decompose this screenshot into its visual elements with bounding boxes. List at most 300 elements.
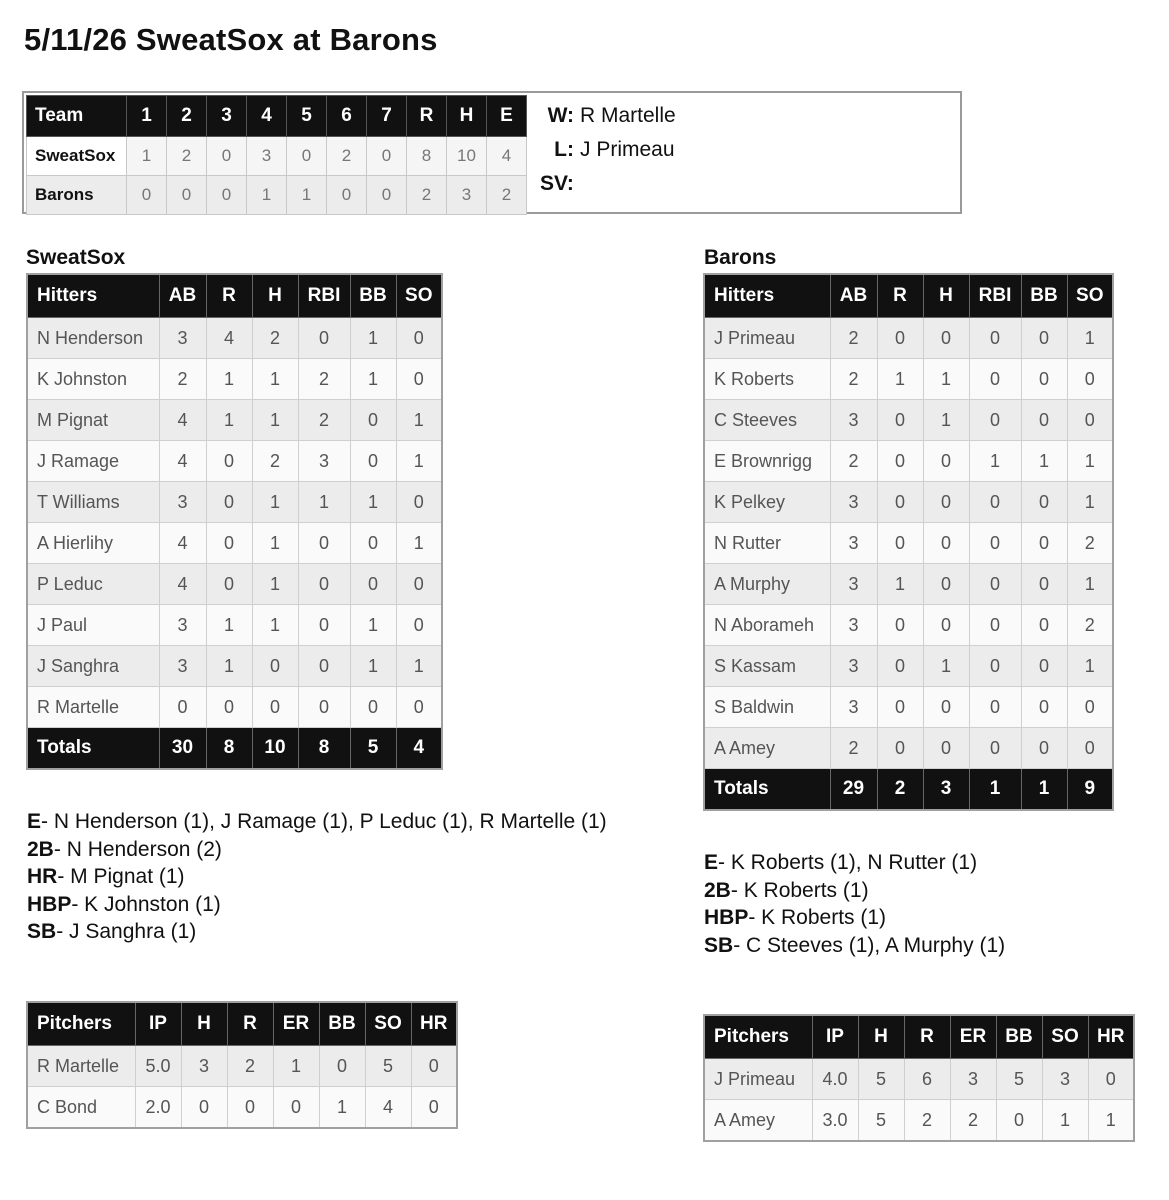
stat-cell: 1 [1067, 318, 1113, 359]
stat-cell: 0 [181, 1087, 227, 1129]
totals-label: Totals [27, 728, 159, 770]
player-name: N Rutter [704, 523, 830, 564]
table-row [704, 1059, 1134, 1100]
stat-cell: 0 [1021, 318, 1067, 359]
stat-cell: 0 [969, 359, 1021, 400]
stat-cell: 5 [365, 1046, 411, 1087]
stat-cell: 0 [350, 441, 396, 482]
stat-cell: 0 [298, 318, 350, 359]
decision-value: R Martelle [580, 104, 676, 127]
player-name: N Aborameh [704, 605, 830, 646]
stat-cell: 3 [159, 605, 206, 646]
stat-cell: 0 [969, 564, 1021, 605]
stat-cell: 2 [830, 441, 877, 482]
hitters-header: AB [159, 274, 206, 318]
pitchers-header: ER [273, 1002, 319, 1046]
stat-cell: 2 [950, 1100, 996, 1142]
stat-cell: 5 [858, 1059, 904, 1100]
stat-cell: 0 [923, 728, 969, 769]
totals-cell: 3 [923, 769, 969, 811]
stat-cell: 1 [396, 441, 442, 482]
stat-cell: 0 [206, 441, 252, 482]
stat-cell: 3 [830, 482, 877, 523]
stat-cell: 0 [969, 318, 1021, 359]
stat-cell: 0 [252, 687, 298, 728]
totals-cell: 30 [159, 728, 206, 770]
totals-cell: 8 [298, 728, 350, 770]
table-row [704, 605, 1113, 646]
stat-cell: 1 [319, 1087, 365, 1129]
stat-cell: 0 [227, 1087, 273, 1129]
stat-cell: 0 [350, 687, 396, 728]
stat-cell: 0 [1021, 646, 1067, 687]
line-score-cell: 3 [247, 137, 287, 176]
stat-cell: 0 [159, 687, 206, 728]
line-score-cell: 0 [287, 137, 327, 176]
stat-cell: 0 [396, 605, 442, 646]
stat-cell: 0 [923, 318, 969, 359]
stat-cell: 0 [969, 687, 1021, 728]
line-score-header: 4 [247, 96, 287, 137]
stat-cell: 4 [365, 1087, 411, 1129]
stat-cell: 0 [1021, 687, 1067, 728]
stat-cell: 5.0 [135, 1046, 181, 1087]
table-row [704, 523, 1113, 564]
decision-label: W: [547, 104, 574, 127]
note-text: K Roberts (1) [743, 878, 869, 902]
note-text: M Pignat (1) [70, 865, 185, 888]
barons-hitters-table [703, 273, 1114, 811]
note-line: HBP- K Roberts (1) [704, 906, 887, 929]
stat-cell: 0 [969, 482, 1021, 523]
hitters-header-row [27, 274, 442, 318]
table-row [704, 359, 1113, 400]
note-text: N Henderson (2) [66, 837, 222, 861]
line-score-cell: 2 [327, 137, 367, 176]
note-label: E [27, 810, 42, 833]
stat-cell: 1 [396, 400, 442, 441]
table-row [704, 400, 1113, 441]
line-score-cell: 0 [167, 176, 207, 215]
player-name: R Martelle [27, 1046, 135, 1087]
player-name: M Pignat [27, 400, 159, 441]
line-score-header: H [447, 96, 487, 137]
stat-cell: 0 [923, 441, 969, 482]
stat-cell: 0 [1021, 523, 1067, 564]
stat-cell: 0 [1021, 564, 1067, 605]
stat-cell: 1 [1067, 646, 1113, 687]
stat-cell: 0 [877, 646, 923, 687]
note-text: K Johnston (1) [84, 892, 221, 916]
line-score-header: Team [27, 96, 127, 137]
totals-row [704, 769, 1113, 811]
stat-cell: 0 [877, 441, 923, 482]
stat-cell: 0 [877, 605, 923, 646]
table-row [27, 605, 442, 646]
stat-cell: 1 [1088, 1100, 1134, 1142]
player-name: T Williams [27, 482, 159, 523]
stat-cell: 1 [252, 482, 298, 523]
note-label: SB [704, 933, 734, 957]
stat-cell: 3 [159, 482, 206, 523]
table-row [704, 728, 1113, 769]
barons-pitchers-table [703, 1014, 1135, 1142]
stat-cell: 2 [298, 400, 350, 441]
stat-cell: 0 [396, 318, 442, 359]
stat-cell: 4 [159, 523, 206, 564]
hitters-header: R [877, 274, 923, 318]
pitching-decisions [540, 99, 676, 201]
pitchers-header: SO [365, 1002, 411, 1046]
line-score-table [26, 95, 527, 215]
player-name: J Ramage [27, 441, 159, 482]
hitters-header: AB [830, 274, 877, 318]
totals-row [27, 728, 442, 770]
table-row [27, 646, 442, 687]
stat-cell: 0 [298, 687, 350, 728]
line-score-header: 2 [167, 96, 207, 137]
stat-cell: 0 [877, 728, 923, 769]
totals-cell: 4 [396, 728, 442, 770]
stat-cell: 3 [950, 1059, 996, 1100]
sweatsox-hitters-table [26, 273, 443, 770]
stat-cell: 0 [350, 400, 396, 441]
note-text: K Roberts (1) [761, 906, 887, 929]
note-line: SB- C Steeves (1), A Murphy (1) [704, 933, 1006, 957]
player-name: J Primeau [704, 1059, 812, 1100]
note-text: C Steeves (1), A Murphy (1) [746, 933, 1006, 957]
note-line: E- K Roberts (1), N Rutter (1) [704, 851, 978, 874]
stat-cell: 0 [969, 400, 1021, 441]
hitters-header: RBI [969, 274, 1021, 318]
line-score-row [27, 176, 527, 215]
table-row [27, 318, 442, 359]
totals-cell: 9 [1067, 769, 1113, 811]
stat-cell: 3 [830, 523, 877, 564]
line-score-cell: 0 [207, 137, 247, 176]
stat-cell: 5 [858, 1100, 904, 1142]
stat-cell: 0 [411, 1087, 457, 1129]
totals-cell: 5 [350, 728, 396, 770]
page-title: 5/11/26 SweatSox at Barons [24, 22, 438, 57]
line-score-team: Barons [27, 176, 127, 215]
player-name: J Primeau [704, 318, 830, 359]
hitters-header: BB [1021, 274, 1067, 318]
stat-cell: 2 [252, 318, 298, 359]
line-score-header: 7 [367, 96, 407, 137]
note-label: E [704, 851, 719, 874]
line-score-cell: 0 [207, 176, 247, 215]
player-name: K Roberts [704, 359, 830, 400]
stat-cell: 2 [298, 359, 350, 400]
note-label: HR [27, 865, 58, 888]
totals-cell: 8 [206, 728, 252, 770]
stat-cell: 4 [159, 400, 206, 441]
stat-cell: 1 [350, 359, 396, 400]
decision-loss [540, 133, 676, 167]
hitters-header: H [923, 274, 969, 318]
decision-value: J Primeau [580, 138, 675, 161]
stat-cell: 1 [252, 564, 298, 605]
hitters-header: Hitters [27, 274, 159, 318]
stat-cell: 0 [206, 482, 252, 523]
decision-label: L: [554, 138, 574, 161]
note-text: K Roberts (1), N Rutter (1) [730, 851, 978, 874]
pitchers-header: IP [812, 1015, 858, 1059]
stat-cell: 0 [1021, 728, 1067, 769]
stat-cell: 4 [159, 441, 206, 482]
stat-cell: 1 [298, 482, 350, 523]
stat-cell: 1 [923, 359, 969, 400]
stat-cell: 3 [1042, 1059, 1088, 1100]
stat-cell: 3 [181, 1046, 227, 1087]
stat-cell: 3 [830, 605, 877, 646]
stat-cell: 1 [1042, 1100, 1088, 1142]
note-line: HR- M Pignat (1) [27, 865, 185, 888]
stat-cell: 0 [298, 646, 350, 687]
stat-cell: 0 [1021, 605, 1067, 646]
stat-cell: 1 [350, 318, 396, 359]
stat-cell: 3 [830, 400, 877, 441]
table-row [27, 687, 442, 728]
stat-cell: 0 [252, 646, 298, 687]
pitchers-header: H [181, 1002, 227, 1046]
note-text: J Sanghra (1) [69, 920, 197, 943]
pitchers-header: Pitchers [27, 1002, 135, 1046]
stat-cell: 1 [206, 605, 252, 646]
table-row [27, 400, 442, 441]
hitters-header: SO [1067, 274, 1113, 318]
pitchers-header-row [704, 1015, 1134, 1059]
stat-cell: 0 [396, 359, 442, 400]
player-name: A Amey [704, 728, 830, 769]
stat-cell: 0 [923, 687, 969, 728]
totals-cell: 2 [877, 769, 923, 811]
stat-cell: 1 [969, 441, 1021, 482]
stat-cell: 3 [298, 441, 350, 482]
player-name: A Amey [704, 1100, 812, 1142]
player-name: C Steeves [704, 400, 830, 441]
stat-cell: 1 [1067, 482, 1113, 523]
table-row [27, 523, 442, 564]
stat-cell: 0 [1021, 482, 1067, 523]
stat-cell: 0 [298, 564, 350, 605]
line-score-cell: 1 [127, 137, 167, 176]
stat-cell: 1 [206, 400, 252, 441]
pitchers-header: IP [135, 1002, 181, 1046]
line-score-cell: 0 [367, 137, 407, 176]
line-score-header: R [407, 96, 447, 137]
stat-cell: 1 [877, 564, 923, 605]
player-name: K Johnston [27, 359, 159, 400]
stat-cell: 1 [350, 646, 396, 687]
line-score-header-row [27, 96, 527, 137]
player-name: K Pelkey [704, 482, 830, 523]
stat-cell: 1 [1067, 441, 1113, 482]
player-name: A Hierlihy [27, 523, 159, 564]
sweatsox-pitchers-table [26, 1001, 458, 1129]
note-line: HBP- K Johnston (1) [27, 892, 221, 916]
hitters-header: R [206, 274, 252, 318]
stat-cell: 1 [877, 359, 923, 400]
stat-cell: 1 [396, 523, 442, 564]
stat-cell: 0 [396, 564, 442, 605]
totals-cell: 1 [1021, 769, 1067, 811]
stat-cell: 0 [1067, 359, 1113, 400]
stat-cell: 0 [350, 564, 396, 605]
line-score-header: E [487, 96, 527, 137]
sweatsox-team-label: SweatSox [26, 246, 126, 269]
pitchers-header: R [904, 1015, 950, 1059]
line-score-cell: 4 [487, 137, 527, 176]
table-row [27, 564, 442, 605]
line-score-header: 5 [287, 96, 327, 137]
player-name: S Kassam [704, 646, 830, 687]
stat-cell: 2 [1067, 605, 1113, 646]
totals-label: Totals [704, 769, 830, 811]
player-name: C Bond [27, 1087, 135, 1129]
stat-cell: 0 [206, 564, 252, 605]
stat-cell: 1 [350, 605, 396, 646]
stat-cell: 0 [1067, 400, 1113, 441]
line-score-cell: 2 [487, 176, 527, 215]
hitters-header: BB [350, 274, 396, 318]
stat-cell: 0 [1088, 1059, 1134, 1100]
stat-cell: 1 [923, 646, 969, 687]
stat-cell: 0 [319, 1046, 365, 1087]
player-name: N Henderson [27, 318, 159, 359]
stat-cell: 0 [396, 482, 442, 523]
barons-game-notes [704, 849, 1005, 959]
stat-cell: 1 [350, 482, 396, 523]
player-name: J Sanghra [27, 646, 159, 687]
note-text: N Henderson (1), J Ramage (1), P Leduc (1), R Martelle (1) [53, 810, 607, 833]
stat-cell: 2 [830, 728, 877, 769]
stat-cell: 0 [923, 523, 969, 564]
stat-cell: 3 [830, 564, 877, 605]
stat-cell: 2 [830, 318, 877, 359]
stat-cell: 0 [923, 564, 969, 605]
stat-cell: 0 [969, 646, 1021, 687]
hitters-header: Hitters [704, 274, 830, 318]
stat-cell: 2.0 [135, 1087, 181, 1129]
stat-cell: 0 [350, 523, 396, 564]
player-name: A Murphy [704, 564, 830, 605]
note-line: 2B- N Henderson (2) [27, 837, 222, 861]
totals-cell: 10 [252, 728, 298, 770]
table-row [27, 1087, 457, 1129]
stat-cell: 0 [206, 687, 252, 728]
decision-label: SV: [540, 172, 574, 195]
stat-cell: 1 [252, 605, 298, 646]
line-score-cell: 8 [407, 137, 447, 176]
line-score-cell: 0 [367, 176, 407, 215]
stat-cell: 1 [1021, 441, 1067, 482]
stat-cell: 2 [830, 359, 877, 400]
table-row [27, 1046, 457, 1087]
stat-cell: 2 [252, 441, 298, 482]
note-line: 2B- K Roberts (1) [704, 878, 869, 902]
stat-cell: 2 [1067, 523, 1113, 564]
stat-cell: 0 [877, 400, 923, 441]
player-name: J Paul [27, 605, 159, 646]
stat-cell: 1 [1067, 564, 1113, 605]
table-row [27, 482, 442, 523]
line-score-cell: 1 [287, 176, 327, 215]
stat-cell: 0 [996, 1100, 1042, 1142]
note-label: 2B [704, 878, 731, 902]
barons-team-label: Barons [704, 246, 777, 269]
note-label: HBP [27, 892, 72, 916]
line-score-cell: 1 [247, 176, 287, 215]
pitchers-header: HR [411, 1002, 457, 1046]
line-score-cell: 0 [127, 176, 167, 215]
line-score-cell: 3 [447, 176, 487, 215]
stat-cell: 0 [1067, 687, 1113, 728]
player-name: R Martelle [27, 687, 159, 728]
stat-cell: 1 [273, 1046, 319, 1087]
stat-cell: 0 [923, 482, 969, 523]
stat-cell: 0 [396, 687, 442, 728]
stat-cell: 0 [969, 523, 1021, 564]
stat-cell: 3 [159, 646, 206, 687]
stat-cell: 4 [159, 564, 206, 605]
line-score-cell: 0 [327, 176, 367, 215]
stat-cell: 0 [1067, 728, 1113, 769]
stat-cell: 2 [904, 1100, 950, 1142]
line-score-header: 6 [327, 96, 367, 137]
note-label: 2B [27, 837, 54, 861]
stat-cell: 1 [206, 359, 252, 400]
stat-cell: 0 [877, 523, 923, 564]
stat-cell: 1 [252, 400, 298, 441]
note-line: E- N Henderson (1), J Ramage (1), P Leduc (1), R Martelle (1) [27, 810, 607, 833]
pitchers-header: BB [319, 1002, 365, 1046]
line-score-panel [22, 91, 962, 214]
stat-cell: 1 [252, 359, 298, 400]
line-score-header: 3 [207, 96, 247, 137]
line-score-cell: 10 [447, 137, 487, 176]
stat-cell: 1 [206, 646, 252, 687]
stat-cell: 0 [923, 605, 969, 646]
stat-cell: 3.0 [812, 1100, 858, 1142]
stat-cell: 0 [411, 1046, 457, 1087]
pitchers-header-row [27, 1002, 457, 1046]
stat-cell: 0 [206, 523, 252, 564]
stat-cell: 3 [159, 318, 206, 359]
player-name: S Baldwin [704, 687, 830, 728]
stat-cell: 0 [877, 687, 923, 728]
decision-save [540, 167, 676, 201]
decision-win [540, 99, 676, 133]
stat-cell: 5 [996, 1059, 1042, 1100]
pitchers-header: BB [996, 1015, 1042, 1059]
stat-cell: 0 [969, 605, 1021, 646]
table-row [704, 482, 1113, 523]
table-row [704, 441, 1113, 482]
table-row [704, 646, 1113, 687]
pitchers-header: R [227, 1002, 273, 1046]
line-score-cell: 2 [407, 176, 447, 215]
pitchers-header: H [858, 1015, 904, 1059]
stat-cell: 3 [830, 687, 877, 728]
line-score-header: 1 [127, 96, 167, 137]
hitters-header: RBI [298, 274, 350, 318]
stat-cell: 2 [227, 1046, 273, 1087]
stat-cell: 0 [1021, 400, 1067, 441]
stat-cell: 3 [830, 646, 877, 687]
pitchers-header: Pitchers [704, 1015, 812, 1059]
